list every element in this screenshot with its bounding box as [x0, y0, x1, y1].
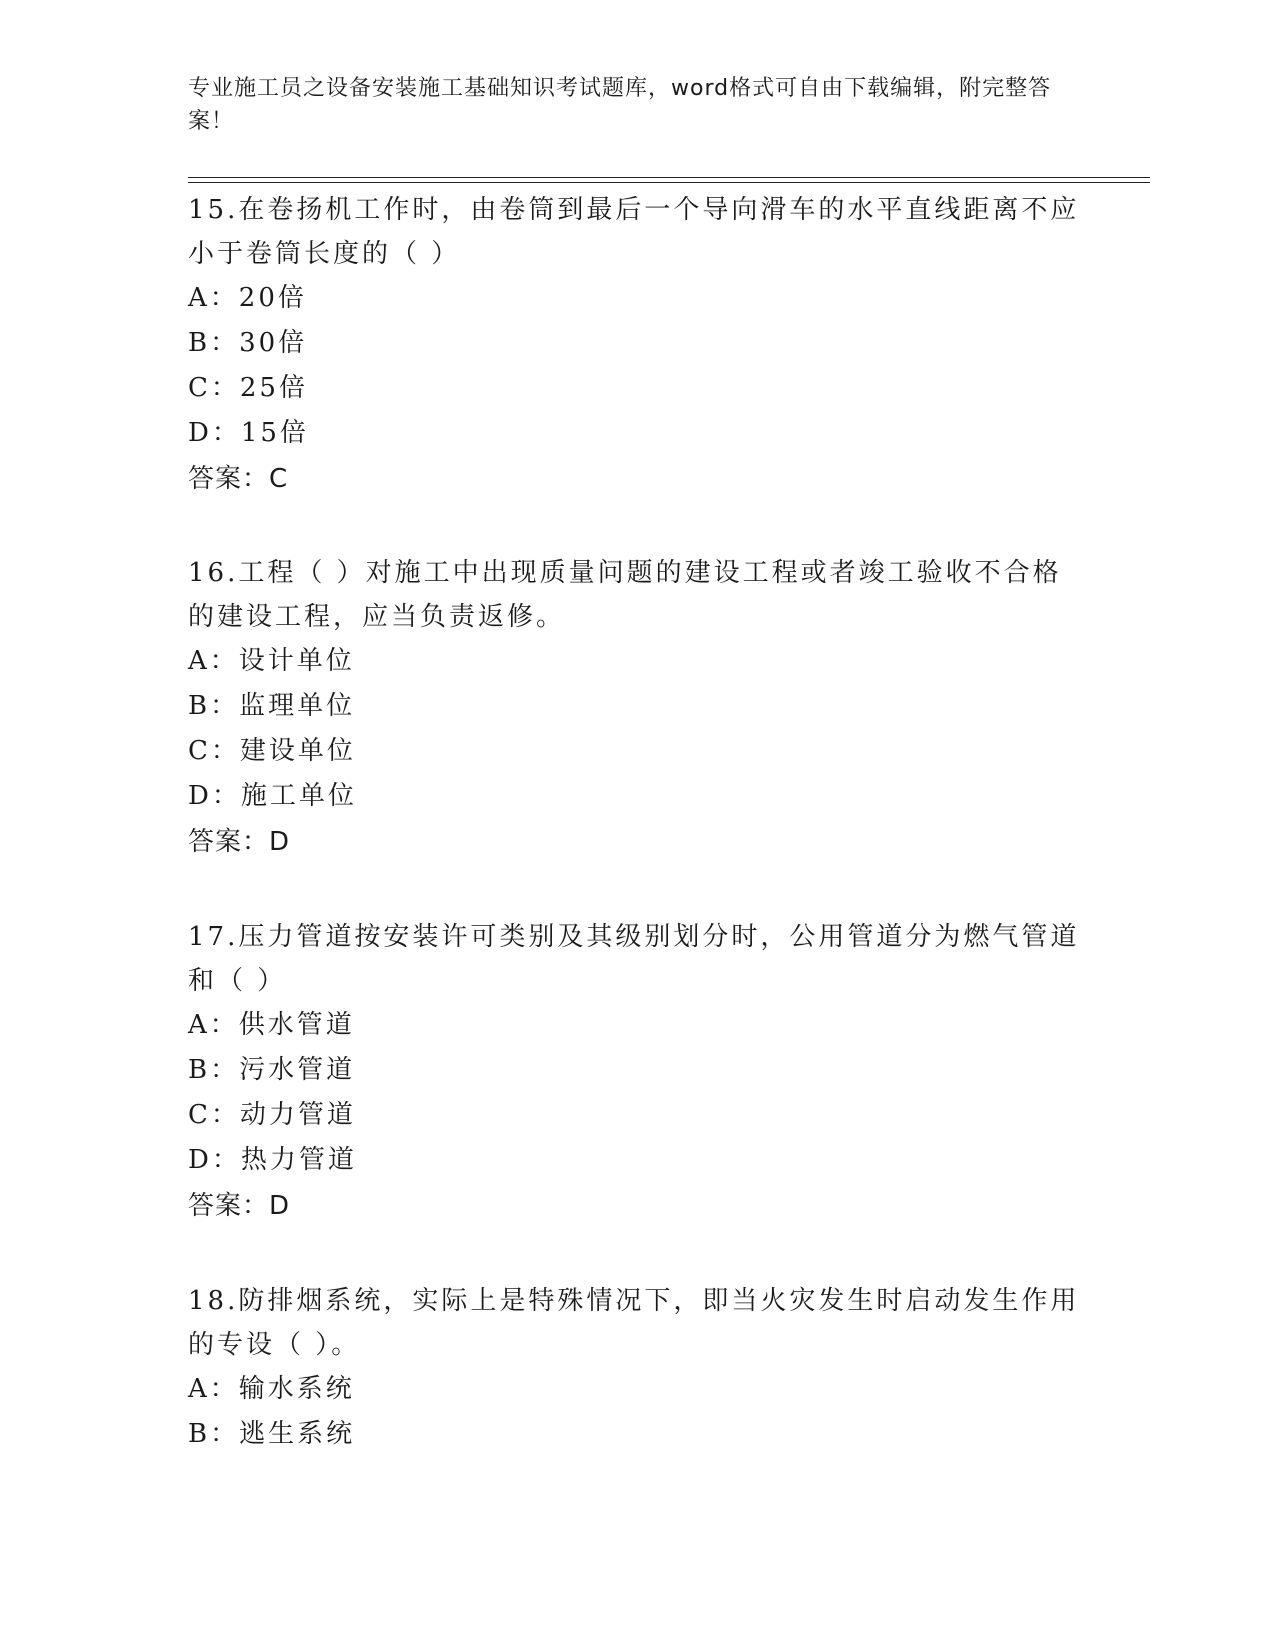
option-c: C：建设单位 [188, 736, 356, 766]
question-stem: 16.工程（ ）对施工中出现质量问题的建设工程或者竣工验收不合格的建设工程，应当负责返修。 [188, 558, 1062, 632]
option-list [188, 276, 1088, 456]
option-list [188, 1003, 1088, 1183]
question-18 [188, 1279, 1088, 1457]
option-b: B：监理单位 [188, 691, 356, 721]
question-stem: 18.防排烟系统，实际上是特殊情况下，即当火灾发生时启动发生作用的专设（ ）。 [188, 1286, 1080, 1360]
header-divider-top [188, 177, 1150, 178]
question-17 [188, 915, 1088, 1229]
option-b: B：逃生系统 [188, 1419, 356, 1449]
option-b: B：污水管道 [188, 1055, 356, 1085]
option-list [188, 639, 1088, 819]
answer-line: 答案：D [188, 827, 291, 857]
option-list [188, 1367, 1088, 1457]
option-d: D：热力管道 [188, 1145, 357, 1175]
document-header: 专业施工员之设备安装施工基础知识考试题库，word格式可自由下载编辑，附完整答案！ [188, 76, 1052, 134]
option-a: A：输水系统 [188, 1374, 355, 1404]
question-16 [188, 551, 1088, 865]
question-15 [188, 188, 1088, 502]
option-c: C：动力管道 [188, 1100, 356, 1130]
option-a: A：供水管道 [188, 1010, 355, 1040]
option-a: A：20倍 [188, 283, 307, 313]
answer-line: 答案：C [188, 464, 289, 494]
option-d: D：15倍 [188, 418, 309, 448]
option-a: A：设计单位 [188, 646, 355, 676]
answer-line: 答案：D [188, 1191, 291, 1221]
question-stem: 15.在卷扬机工作时，由卷筒到最后一个导向滑车的水平直线距离不应小于卷筒长度的（ ） [188, 195, 1080, 269]
header-divider-bottom [188, 182, 1150, 183]
option-d: D：施工单位 [188, 781, 357, 811]
option-c: C：25倍 [188, 373, 308, 403]
option-b: B：30倍 [188, 328, 308, 358]
question-stem: 17.压力管道按安装许可类别及其级别划分时，公用管道分为燃气管道和（ ） [188, 922, 1080, 996]
